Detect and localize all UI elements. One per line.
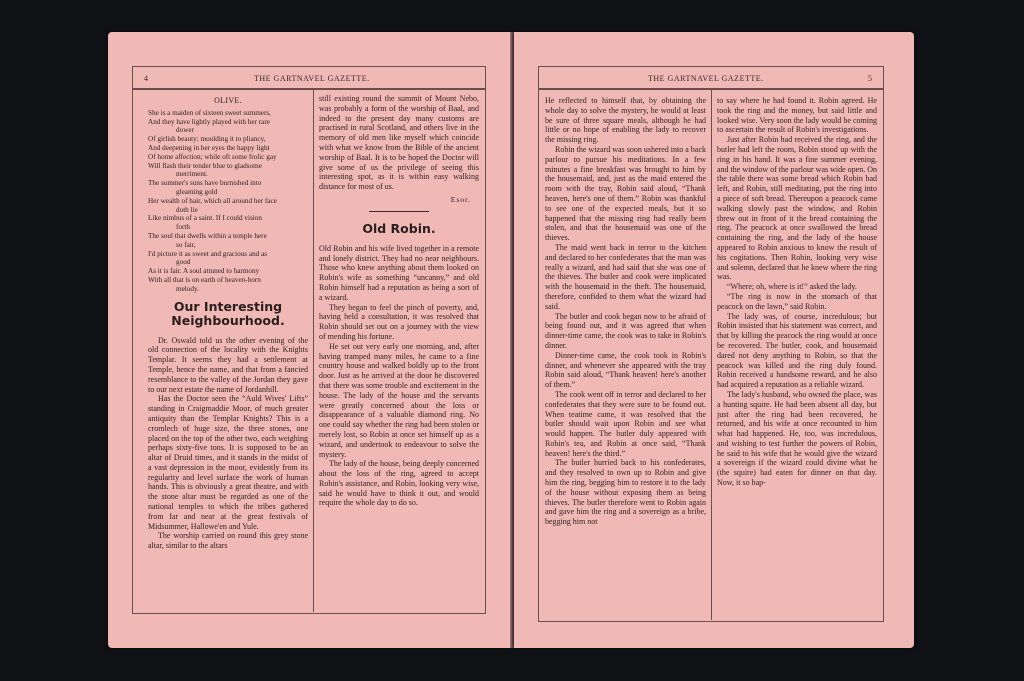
poem-line: With all that is on earth of heaven-born	[148, 275, 261, 284]
paragraph: “The ring is now in the stomach of that peacock on the lawn,” said Robin.	[717, 291, 877, 311]
section-title	[148, 300, 308, 328]
poem-title: OLIVE.	[214, 96, 242, 105]
paragraph: The lady of the house, being deeply concerned about the loss of the ring, agreed to accept Robin's assistance, and Robin, looking very wise, said he would have to think it out, and would require the whole day to do so.	[319, 459, 479, 508]
poem-line: Of girlish beauty; moulding it to pliancy,	[148, 135, 266, 144]
poem-line: doth lie	[176, 205, 198, 214]
poem-line: gleaming gold	[176, 187, 218, 196]
header-rule	[132, 88, 486, 90]
left-column-1	[148, 94, 308, 608]
poem-line: so fair,	[176, 240, 196, 249]
paragraph: “Where; oh, where is it!” asked the lady.	[727, 282, 857, 292]
poem-line: forth	[176, 223, 190, 232]
poem-line: merriment.	[176, 170, 208, 179]
paragraph: They began to feel the pinch of poverty, and, having held a consultation, it was resolved that Robin should set out on a journey with the view of mending his fortune.	[319, 302, 479, 341]
poem-line: Of home affection; while oft some frolic gay	[148, 152, 277, 161]
paragraph: Just after Robin had received the ring, and the butler had left the room, Robin stood up with the ring in his hand. It was a fine summer evening, and the window of the parlour was wide open. On the table there was some bread which Robin had left, and Robin, still meditating, put the ring into a piece of soft bread. Thereupon a peacock came walking slowly past the window, and Robin threw out in front of it the bread containing the ring. The peacock at once swallowed the bread containing the ring, and the lady of the house appeared to Robin anxious to know the result of his cogitations. Then Robin, looking very wise and solemn, declared that he knew where the ring was.	[717, 135, 877, 282]
poem-line: I'd picture it as sweet and gracious and as	[148, 249, 268, 258]
poem-line: And deepening in her eyes the happy light	[148, 143, 270, 152]
left-page	[108, 32, 512, 648]
poem	[148, 109, 308, 294]
poem-line: Will flash their tender blue to gladsome	[148, 161, 262, 170]
poem-line: She is a maiden of sixteen sweet summers,	[148, 108, 271, 117]
paragraph: Dinner-time came, the cook took in Robin's dinner, and whenever she appeared with the tray Robin said aloud, “Thank heaven! here's another of them.”	[545, 350, 706, 390]
paragraph: Dr. Oswald told us the other evening of the old connection of the locality with the Knights Templar. It seems they had a settlement at Temple, hence the name, and that from a fancied resemblance to the valley of the Jordan they gave to our next estate the name of Jordanhill.	[148, 335, 308, 394]
poem-line: melody.	[176, 284, 199, 293]
running-head: THE GARTNAVEL GAZETTE.	[254, 74, 370, 83]
right-page	[514, 32, 914, 648]
left-column-2	[319, 94, 479, 608]
paragraph: He reflected to himself that, by obtaining the whole day to solve the mystery, he would at least be sure of three square meals, although he had little or no hope of enabling the lady to recover the missing ring.	[545, 96, 706, 145]
paragraph: The cook went off in terror and declared to her confederates that they were sure to be found out. When teatime came, it was resolved that the butler should wait upon Robin and see what would happen. The butler duly appeared with Robin's tea, and Robin at once said, “Thank heaven! here's the third.”	[545, 389, 706, 458]
story-title: Old Robin.	[362, 220, 436, 236]
article-continuation	[319, 94, 479, 192]
paragraph: The worship carried on round this grey stone altar, similar to the altars	[148, 531, 308, 551]
section-title-line-1: Our Interesting	[173, 298, 283, 314]
paragraph: The lady was, of course, incredulous; but Robin insisted that his statement was correct, and that by killing the peacock the ring would at once be recovered. The butler, cook, and housemaid dared not deny anything to Robin, so that the peacock was killed and the ring duly found. Robin received a handsome reward, and he also had acquired a reputation as a reliable wizard.	[717, 311, 877, 390]
page-number: 4	[144, 74, 149, 83]
right-column-1	[545, 96, 706, 616]
paragraph: still existing round the summit of Mount Nebo, was probably a form of the worship of Baal, and indeed to the present day many customs are practised in rural Scotland, and others live in the memory of old men like myself which coincide with what we know from the Bible of the ancient worship of Baal. It is to be hoped the Doctor will give some of us the privilege of seeing this interesting spot, as it is within easy walking distance for most of us.	[319, 94, 479, 192]
page-number: 5	[868, 74, 873, 83]
paragraph: The lady's husband, who owned the place, was a hunting squire. He had been absent all day, but just after the ring had been recovered, he returned, and his wife at once recounted to him what had happened. He, too, was incredulous, and wishing to test further the powers of Robin, he said to his wife that he would give the wizard a sovereign if the wizard could divine what he (the squire) had eaten for dinner on that day. Now, it so hap-	[717, 389, 877, 488]
paragraph: Has the Doctor seen the “Auld Wives' Lifts” standing in Craigmaddie Moor, of much greater antiquity than the Templar Knights? This is a cromlech of huge size, the three stones, one placed on the top of the other two, each weighing perhaps sixty-five tons. It is supposed to be an altar of Druid times, and it stands in the midst of a vast depression in the moor, evidently from its regularity and level surface the work of human hands. This is obviously a great theatre, and with the stone altar must be regarded as one of the national temples to which the tribes gathered from far and near at the great festivals of Midsummer, Hallowe'en and Yule.	[148, 394, 308, 531]
poem-line: Her wealth of hair, which all around her face	[148, 196, 277, 205]
paragraph: to say where he had found it. Robin agreed. He took the ring and the money, but said little and looked wise. Very soon the lady would be coming to ascertain the result of Robin's investigations.	[717, 96, 877, 135]
column-divider	[711, 89, 712, 620]
paragraph: The butler hurried back to his confederates, and they resolved to own up to Robin and give him the ring, begging him to restore it to the lady of the house without exposing them as being thieves. The butler therefore went to Robin again and gave him the ring and a sovereign as a bribe, begging him not	[545, 458, 706, 527]
section-title-line-2: Neighbourhood.	[171, 312, 285, 328]
article-body	[148, 336, 308, 552]
poem-line: The soul that dwells within a temple here	[148, 231, 267, 240]
column-divider	[313, 89, 314, 612]
running-head: THE GARTNAVEL GAZETTE.	[648, 74, 764, 83]
right-column-2	[717, 96, 877, 616]
divider-rule	[369, 211, 429, 212]
poem-line: Like nimbus of a saint. If I could vision	[148, 214, 262, 223]
paragraph: The butler and cook began now to be afraid of being found out, and it was agreed that when dinner-time came, the cook was to take in Robin's dinner.	[545, 311, 706, 350]
poem-line: And they have lightly played with her rare	[148, 117, 270, 126]
paragraph: Robin the wizard was soon ushered into a back parlour to pursue his meditations. In a few minutes a fine breakfast was brought to him by the housemaid, and, just as the maid entered the room with the tray, Robin said aloud, “Thank heaven, here's one of them.” Robin was thankful to see one of the expected meals, but it so happened that the missing ring had really been stolen, and that the housemaid was one of the thieves.	[545, 144, 706, 243]
paragraph: He set out very early one morning, and, after having tramped many miles, he came to a fine country house and walked boldly up to the front door. Just as he arrived at the door he discovered that there was some trouble and excitement in the house. The lady of the house and the servants were greatly concerned about the loss or disappearance of a valuable diamond ring. No one could say whether the ring had been stolen or merely lost, so Robin at once set himself up as a wizard, and undertook to endeavour to solve the mystery.	[319, 341, 479, 459]
poem-line: As it is fair. A soul attuned to harmony	[148, 267, 260, 276]
signature: Esor.	[450, 194, 471, 204]
poem-line: dower	[176, 126, 194, 135]
story-body	[319, 244, 479, 509]
poem-line: The summer's suns have burnished into	[148, 179, 262, 188]
poem-line: good	[176, 258, 191, 267]
paragraph: Old Robin and his wife lived together in a remote and lonely district. They had no near neighbours. Those who knew anything about them looked on Robin's wife as something “uncanny,” and old Robin himself had a reputation as being a sort of a wizard.	[319, 243, 479, 302]
paragraph: The maid went back in terror to the kitchen and declared to her confederates that the man was really a wizard, and had said that she was one of the thieves. The butler and cook were implicated with the housemaid in the theft. The housemaid, therefore, confided to them what the wizard had said.	[545, 242, 706, 311]
